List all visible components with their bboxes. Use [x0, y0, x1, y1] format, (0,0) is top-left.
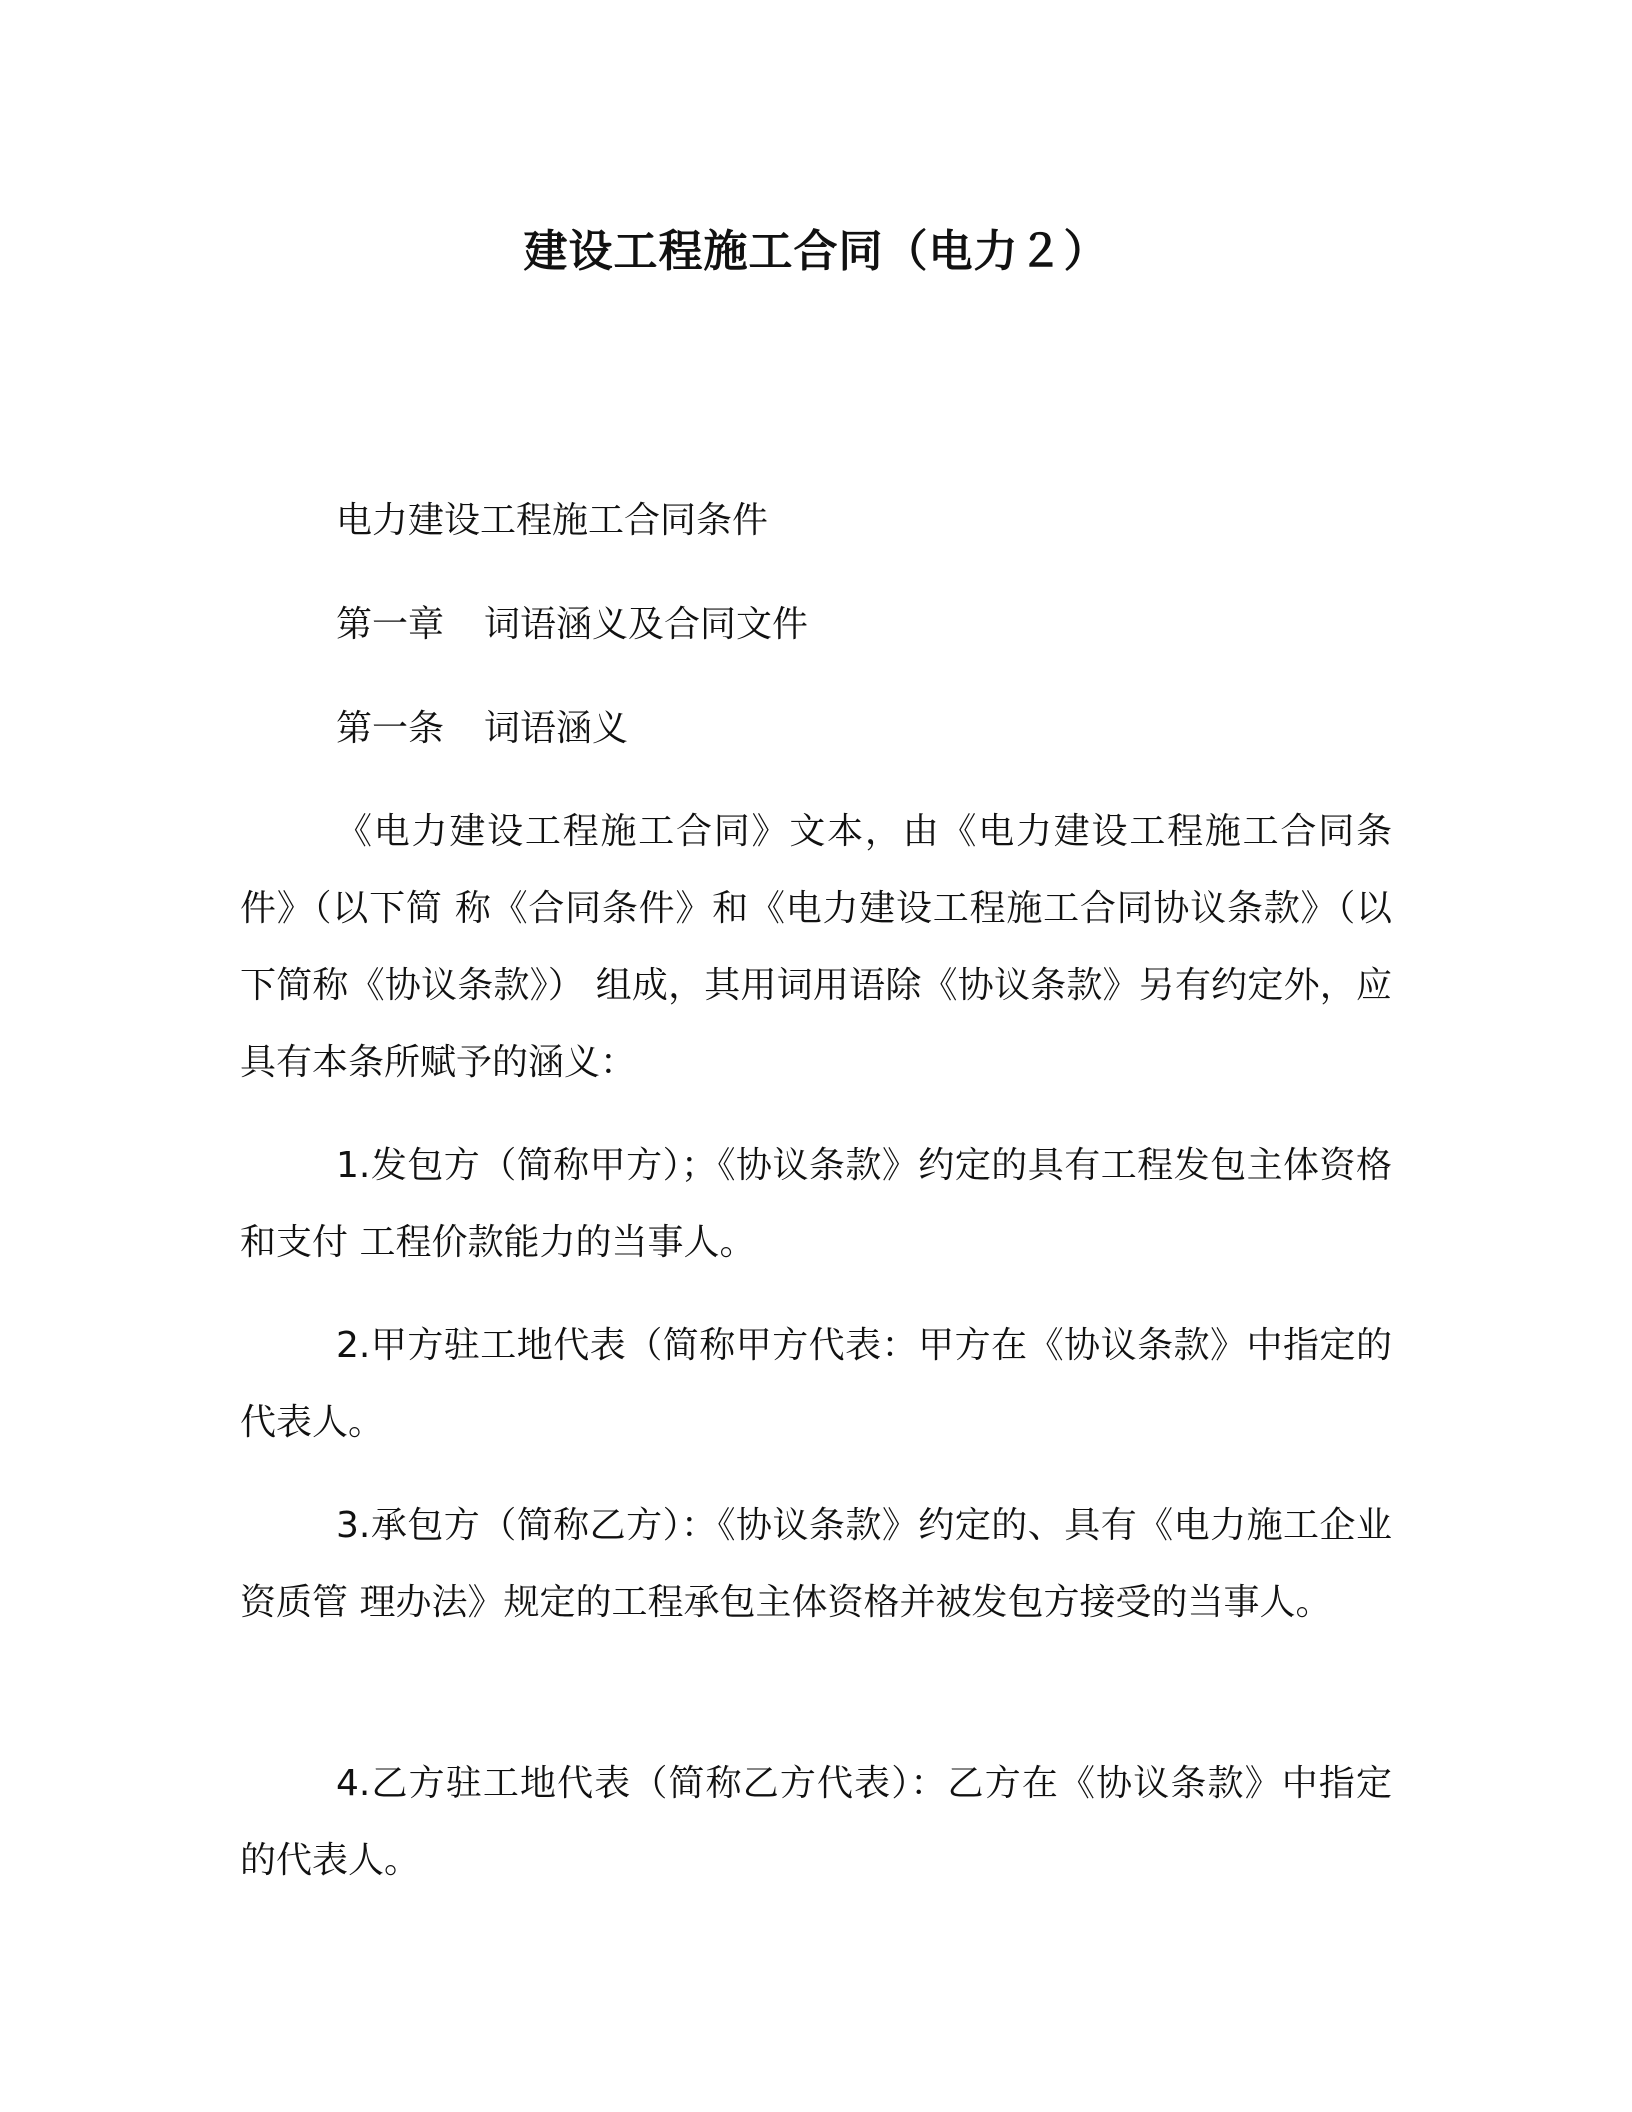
definition-item-3: 3.承包方（简称乙方）：《协议条款》约定的、具有《电力施工企业资质管 理办法》规定的工程承包主体资格并被发包方接受的当事人。	[240, 1505, 1392, 1623]
document-title: 建设工程施工合同（电力２）	[523, 226, 1109, 277]
definition-item-4: 4.乙方驻工地代表（简称乙方代表）：乙方在《协议条款》中指定的代表人。	[240, 1763, 1392, 1881]
definition-item-2: 2.甲方驻工地代表（简称甲方代表：甲方在《协议条款》中指定的代表人。	[240, 1325, 1392, 1443]
intro-paragraph: 《电力建设工程施工合同》文本，由《电力建设工程施工合同条件》（以下简 称《合同条件》和《电力建设工程施工合同协议条款》（以下简称《协议条款》） 组成，其用词用语除《协议条款》另有约定外，应具有本条所赋予的涵义：	[240, 811, 1392, 1083]
definition-item-1: 1.发包方（简称甲方）；《协议条款》约定的具有工程发包主体资格和支付 工程价款能力的当事人。	[240, 1145, 1392, 1263]
chapter-title: 词语涵义及合同文件	[484, 604, 809, 645]
article-heading	[336, 704, 628, 754]
article-title: 词语涵义	[484, 708, 629, 749]
chapter-heading	[336, 600, 808, 650]
chapter-label: 第一章	[336, 604, 445, 645]
conditions-heading: 电力建设工程施工合同条件	[336, 500, 769, 541]
article-label: 第一条	[336, 708, 445, 749]
